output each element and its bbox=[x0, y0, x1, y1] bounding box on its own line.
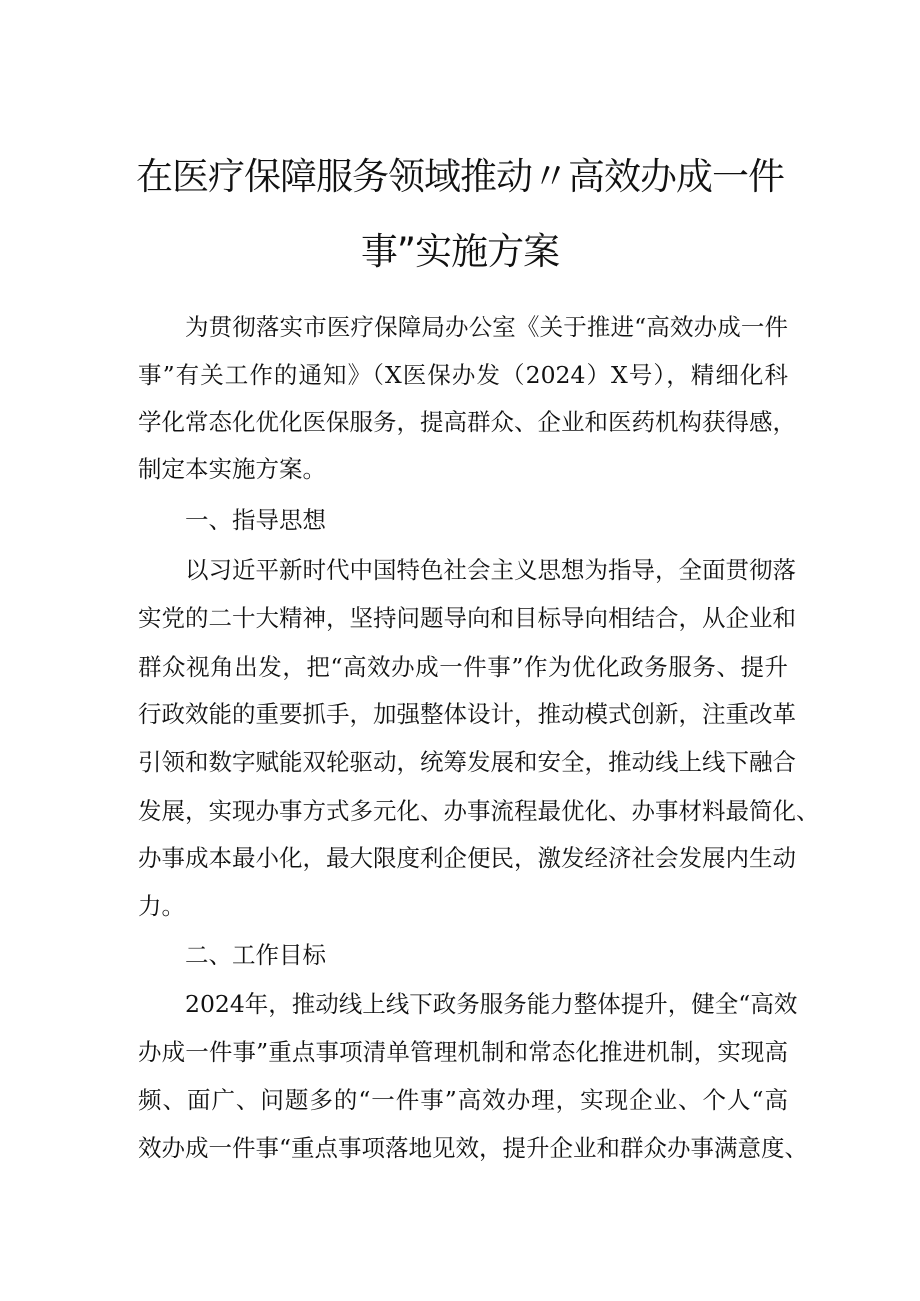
paragraph-2-line-8: 力。 bbox=[138, 892, 185, 920]
paragraph-1-line-4: 制定本实施方案。 bbox=[138, 455, 326, 483]
paragraph-2-line-3: 群众视角出发，把“高效办成一件事”作为优化政务服务、提升 bbox=[138, 653, 788, 681]
paragraph-2-line-6: 发展，实现办事方式多元化、办事流程最优化、办事材料最简化、 bbox=[138, 797, 820, 825]
paragraph-2-line-7: 办事成本最小化，最大限度利企便民，激发经济社会发展内生动 bbox=[138, 844, 796, 872]
paragraph-2-line-5: 引领和数字赋能双轮驱动，统筹发展和安全，推动线上线下融合 bbox=[138, 748, 796, 776]
paragraph-1-line-2: 事”有关工作的通知》（X医保办发（2024）X号），精细化科 bbox=[138, 361, 788, 389]
paragraph-2-line-2: 实党的二十大精神，坚持问题导向和目标导向相结合，从企业和 bbox=[138, 604, 796, 632]
paragraph-2-line-1: 以习近平新时代中国特色社会主义思想为指导，全面贯彻落 bbox=[185, 556, 796, 584]
paragraph-3-line-4: 效办成一件事“重点事项落地见效，提升企业和群众办事满意度、 bbox=[138, 1134, 809, 1162]
section-heading-2: 二、工作目标 bbox=[185, 941, 326, 969]
section-heading-1: 一、指导思想 bbox=[185, 506, 326, 534]
paragraph-3-line-3: 频、面广、问题多的“一件事”高效办理，实现企业、个人“高 bbox=[138, 1086, 788, 1114]
paragraph-2-line-4: 行政效能的重要抓手，加强整体设计，推动模式创新，注重改革 bbox=[138, 700, 796, 728]
paragraph-3-line-2: 办成一件事”重点事项清单管理机制和常态化推进机制，实现高 bbox=[138, 1038, 788, 1066]
document-title-line-1: 在医疗保障服务领域推动〃高效办成一件 bbox=[136, 155, 784, 198]
document-title-line-2: 事”实施方案 bbox=[360, 230, 560, 273]
paragraph-3-line-1: 2024年，推动线上线下政务服务能力整体提升，健全“高效 bbox=[185, 990, 798, 1018]
paragraph-1-line-1: 为贯彻落实市医疗保障局办公室《关于推进“高效办成一件 bbox=[185, 313, 788, 341]
paragraph-1-line-3: 学化常态化优化医保服务，提高群众、企业和医药机构获得感， bbox=[138, 408, 796, 436]
